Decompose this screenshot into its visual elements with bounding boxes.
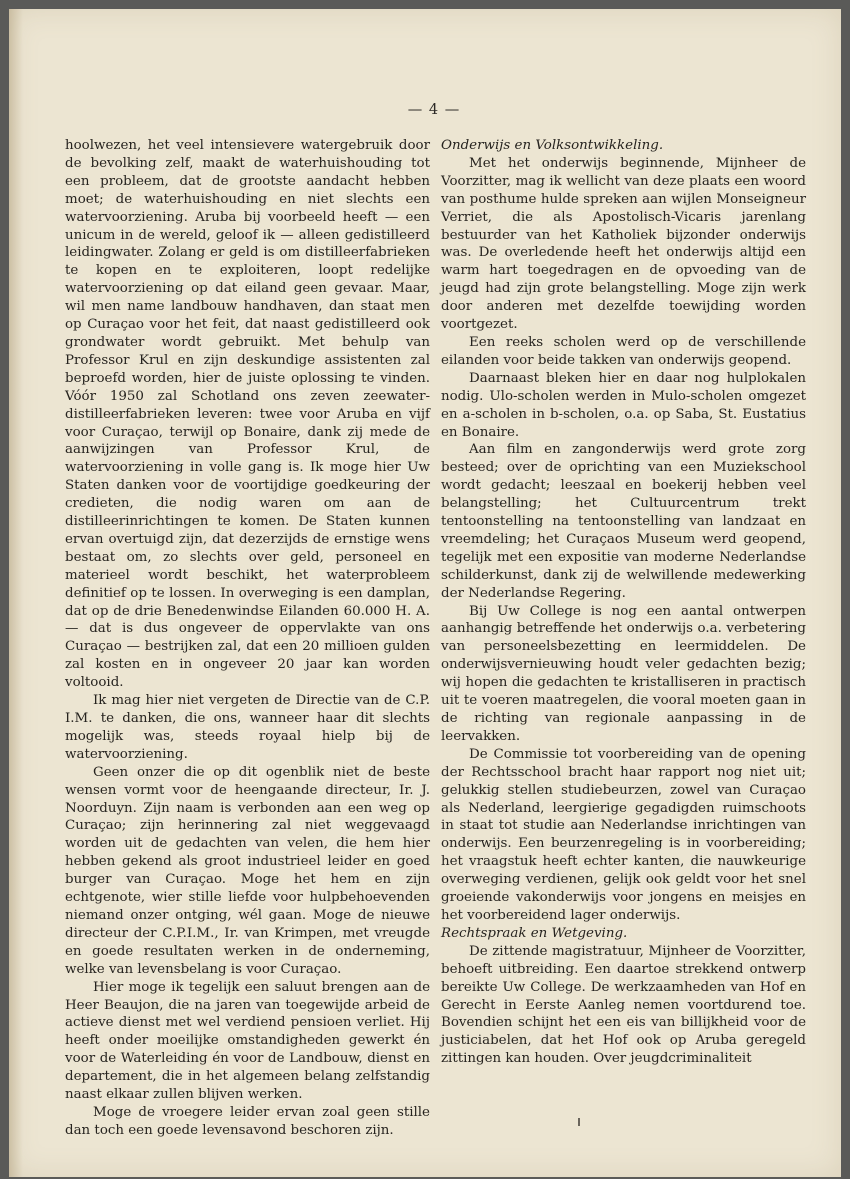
paragraph-culture: Aan film en zangonderwijs werd grote zorg besteed; over de oprichting van een Muziekschool wordt gedacht; leeszaal en boekerij hebben veel belangstelling; het Cultuurcentrum trekt tentoonstelling na tentoonstelling van landzaat en vreemdeling; het Curaçaos Museum werd geopend, tegelijk met een expositie van moderne Nederlandse schilderkunst, dank zij de welwillende medewerking der Nederlandse Regering.	[441, 442, 806, 601]
page-mark	[578, 1118, 580, 1126]
paragraph-schools-opened: Een reeks scholen werd op de verschillende eilanden voor beide takken van onderwijs geopend.	[441, 334, 806, 368]
section-heading-education: Onderwijs en Volksontwikkeling.	[441, 138, 664, 153]
paragraph-water-continued: hoolwezen, het veel intensievere watergebruik door de bevolking zelf, maakt de waterhuishouding tot een probleem, dat de grootste aandacht hebben moet; de waterhuishouding en niet slechts een watervoorziening. Aruba bij voorbeeld heeft — een unicum in de wereld, geloof ik — alleen gedistilleerd leidingwater. Zolang er geld is om distilleerfabrieken te kopen en te exploiteren, loopt redelijke watervoorziening op dat eiland geen gevaar. Maar, wil men name landbouw handhaven, dan staat men op Curaçao voor het feit, dat naast gedistilleerd ook grondwater wordt gebruikt. Met behulp van Professor Krul en zijn deskundige assistenten zal beproefd worden, hier de juiste oplossing te vinden. Vóór 1950 zal Schotland ons zeven zeewater-distilleerfabrieken leveren: twee voor Aruba en vijf voor Curaçao, terwijl op Bonaire, dank zij mede de aanwijzingen van Professor Krul, de watervoorziening in volle gang is. Ik moge hier Uw Staten danken voor de voortijdige goedkeuring der credieten, die nodig waren om aan de distilleerinrichtingen te komen. De Staten kunnen ervan overtuigd zijn, dat dezerzijds de ernstige wens bestaat om, zo slechts over geld, personeel en materieel wordt beschikt, het waterprobleem definitief op te lossen. In overweging is een damplan, dat op de drie Benedenwindse Eilanden 60.000 H. A. — dat is dus ongeveer de oppervlakte van ons Curaçao — bestrijken zal, dat een 20 millioen gulden zal kosten en in ongeveer 20 jaar kan worden voltooid.	[65, 138, 430, 691]
page-edge-shadow	[9, 9, 23, 1177]
left-column	[65, 137, 430, 1140]
paragraph-farewell: Moge de vroegere leider ervan zoal geen stille dan toch een goede levensavond beschoren zijn.	[65, 1104, 430, 1138]
paragraph-noorduyn: Geen onzer die op dit ogenblik niet de beste wensen vormt voor de heengaande directeur, Ir. J. Noorduyn. Zijn naam is verbonden aan een weg op Curaçao; zijn herinnering zal niet weggevaagd worden uit de gedachten van velen, die hem hier hebben gekend als groot industrieel leider en goed burger van Curaçao. Moge het hem en zijn echtgenote, wier stille liefde voor hulpbehoevenden niemand onzer ontging, wél gaan. Moge de nieuwe directeur der C.P.I.M., Ir. van Krimpen, met vreugde en goede resultaten werken in de onderneming, welke van levensbelang is voor Curaçao.	[65, 764, 430, 977]
paragraph-cpim-thanks: Ik mag hier niet vergeten de Directie van de C.P. I.M. te danken, die ons, wanneer haar dit slechts mogelijk was, steeds royaal hielp bij de watervoorziening.	[65, 693, 430, 762]
page-number: — 4 —	[407, 102, 461, 118]
paragraph-beaujon: Hier moge ik tegelijk een saluut brengen aan de Heer Beaujon, die na jaren van toegewijde arbeid de actieve dienst met wel verdiend pensioen verliet. Hij heeft onder moeilijke omstandigheden gewerkt én voor de Waterleiding én voor de Landbouw, dienst en departement, die in het algemeen belang zelfstandig naast elkaar zullen blijven werken.	[65, 979, 430, 1103]
paragraph-auxiliary-rooms: Daarnaast bleken hier en daar nog hulplokalen nodig. Ulo-scholen werden in Mulo-scholen omgezet en a-scholen in b-scholen, o.a. op Saba, St. Eustatius en Bonaire.	[441, 370, 806, 440]
paragraph-college-drafts: Bij Uw College is nog een aantal ontwerpen aanhangig betreffende het onderwijs o.a. verbetering van personeelsbezetting en leermiddelen. De onderwijsvernieuwing houdt veler gedachten bezig; wij hopen die gedachten te kristalliseren in practisch uit te voeren maatregelen, die vooral moeten gaan in de richting van regionale aanpassing in de leervakken.	[441, 603, 806, 744]
paragraph-law-school: De Commissie tot voorbereiding van de opening der Rechtsschool bracht haar rapport nog niet uit; gelukkig stellen studiebeurzen, zowel van Curaçao als Nederland, leergierige gegadigden ruimschoots in staat tot studie aan Nederlandse inrichtingen van onderwijs. Een beurzenregeling is in voorbereiding; het vraagstuk heeft echter kanten, die nauwkeurige overweging verdienen, gelijk ook geldt voor het snel groeiende vakonderwijs voor jongens en meisjes en het voorbereidend lager onderwijs.	[441, 746, 806, 923]
right-column	[441, 137, 806, 1068]
paragraph-magistracy: De zittende magistratuur, Mijnheer de Voorzitter, behoeft uitbreiding. Een daartoe strekkend ontwerp bereikte Uw College. De werkzaamheden van Hof en Gerecht in Eerste Aanleg nemen voortdurend toe. Bovendien schijnt het een eis van billijkheid voor de justiciabelen, dat het Hof ook op Aruba geregeld zittingen kan houden. Over jeugdcriminaliteit	[441, 943, 806, 1067]
paragraph-education-intro: Met het onderwijs beginnende, Mijnheer de Voorzitter, mag ik wellicht van deze plaats een woord van posthume hulde spreken aan wijlen Monseigneur Verriet, die als Apostolisch-Vicaris jarenlang bestuurder van het Katholiek bijzonder onderwijs was. De overledende heeft het onderwijs altijd een warm hart toegedragen en de opvoeding van de jeugd had zijn grote belangstelling. Moge zijn werk door anderen met dezelfde toewijding worden voortgezet.	[441, 155, 806, 333]
document-page	[9, 9, 841, 1177]
section-heading-justice: Rechtspraak en Wetgeving.	[441, 925, 628, 941]
